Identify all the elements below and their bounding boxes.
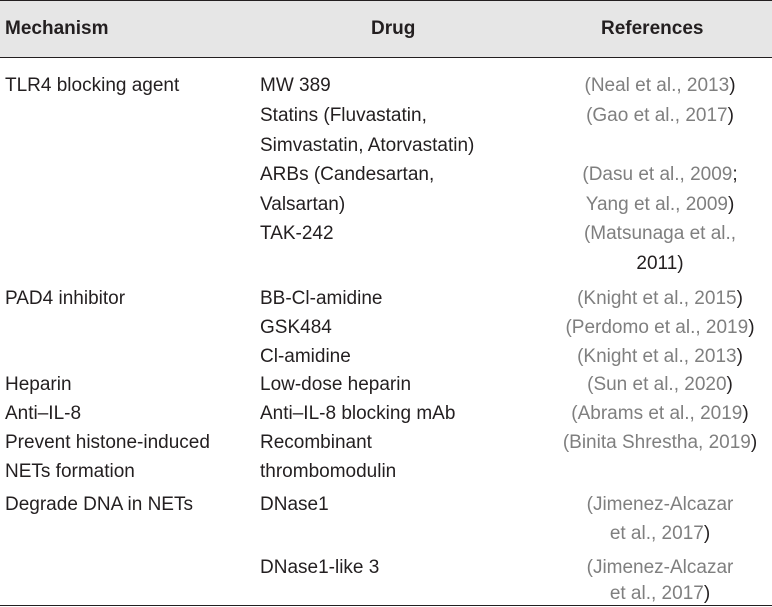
reference-cell: (Jimenez-Alcazar — [586, 494, 734, 515]
reference-cell: (Sun et al., 2020) — [587, 374, 733, 395]
mechanism-cell: Degrade DNA in NETs — [5, 494, 193, 515]
drug-cell: Recombinant — [260, 432, 372, 453]
drug-cell: Simvastatin, Atorvastatin) — [260, 135, 475, 156]
drug-cell: Valsartan) — [260, 194, 346, 215]
reference-cell: (Abrams et al., 2019) — [571, 403, 749, 424]
table-bottom-rule — [0, 605, 772, 606]
reference-cell: et al., 2017) — [609, 583, 711, 604]
drug-cell: DNase1-like 3 — [260, 557, 380, 578]
reference-cell: (Neal et al., 2013) — [584, 75, 736, 96]
reference-cell: 2011) — [636, 253, 684, 274]
mechanism-cell: Anti–IL-8 — [5, 403, 82, 424]
reference-cell: (Gao et al., 2017) — [586, 105, 734, 126]
mechanism-cell: Prevent histone-induced — [5, 432, 210, 453]
drug-cell: GSK484 — [260, 317, 332, 338]
reference-cell: (Perdomo et al., 2019) — [565, 317, 755, 338]
drug-cell: MW 389 — [260, 75, 331, 96]
header-mechanism: Mechanism — [5, 18, 109, 39]
drug-cell: BB-Cl-amidine — [260, 288, 383, 309]
reference-cell: Yang et al., 2009) — [585, 194, 735, 215]
reference-cell: et al., 2017) — [609, 523, 711, 544]
mechanism-cell: TLR4 blocking agent — [5, 75, 180, 96]
drug-cell: Cl-amidine — [260, 346, 351, 367]
drug-cell: Anti–IL-8 blocking mAb — [260, 403, 456, 424]
reference-cell: (Dasu et al., 2009; — [582, 164, 738, 185]
drug-cell: ARBs (Candesartan, — [260, 164, 435, 185]
header-drug: Drug — [371, 18, 416, 39]
table-header — [0, 0, 772, 58]
drug-cell: DNase1 — [260, 494, 329, 515]
reference-cell: (Binita Shrestha, 2019) — [562, 432, 758, 453]
reference-cell: (Knight et al., 2015) — [577, 288, 743, 309]
drug-cell: thrombomodulin — [260, 461, 397, 482]
header-references: References — [601, 18, 704, 39]
drug-cell: TAK-242 — [260, 223, 334, 244]
mechanism-cell: PAD4 inhibitor — [5, 288, 126, 309]
mechanism-cell: Heparin — [5, 374, 72, 395]
mechanism-cell: NETs formation — [5, 461, 135, 482]
reference-cell: (Matsunaga et al., — [583, 223, 737, 244]
reference-cell: (Jimenez-Alcazar — [586, 557, 734, 578]
drug-cell: Low-dose heparin — [260, 374, 412, 395]
reference-cell: (Knight et al., 2013) — [577, 346, 743, 367]
drug-cell: Statins (Fluvastatin, — [260, 105, 427, 126]
